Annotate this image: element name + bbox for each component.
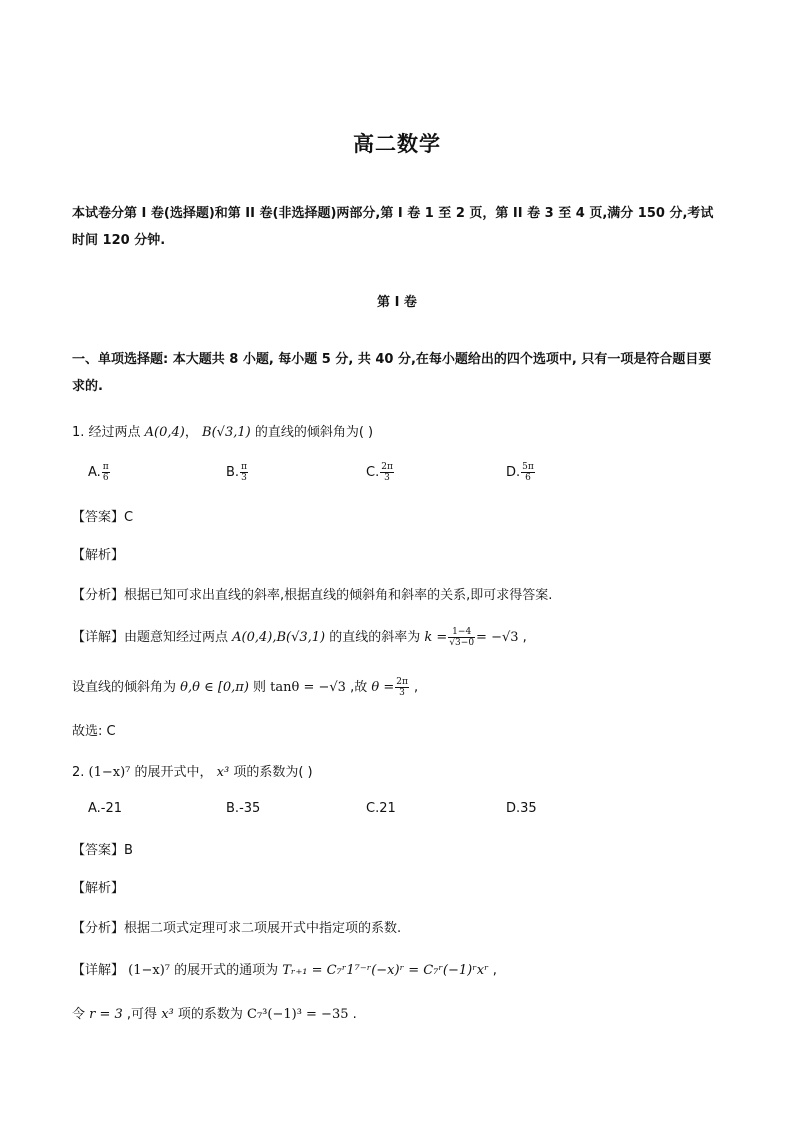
- question-2: [72, 761, 313, 780]
- option-label: A.: [88, 801, 101, 816]
- angle-fraction: [395, 677, 409, 698]
- q2-option-b: [226, 801, 260, 816]
- option-label: A.: [88, 465, 101, 480]
- final-text: 项的系数为: [173, 1007, 248, 1022]
- section-heading: 一、单项选择题: 本大题共 8 小题, 每小题 5 分, 共 40 分,在每小题给出的四个选项中, 只有一项是符合题目要求的.: [72, 352, 712, 394]
- q1-prefix: 1. 经过两点: [72, 425, 145, 440]
- page-title: 高二数学: [353, 132, 441, 156]
- option-label: C.: [366, 465, 380, 480]
- q1-option-a: [88, 462, 111, 483]
- fraction-denominator: 3: [399, 688, 405, 698]
- fraction-numerator: π: [241, 462, 247, 472]
- q1-analysis-label: 【解析】: [72, 548, 125, 563]
- option-value: 21: [379, 801, 396, 816]
- detail-text: 【详解】: [72, 963, 129, 978]
- option-label: D.: [506, 465, 521, 480]
- q2-term: x³: [216, 765, 230, 780]
- q1-point-a: A(0,4): [144, 425, 185, 440]
- fraction-denominator: 3: [384, 473, 390, 483]
- angle-text: ,故: [345, 680, 372, 695]
- detail-text: 的直线的斜率为: [325, 630, 425, 645]
- final-text: 令: [72, 1007, 90, 1022]
- final-term: x³: [161, 1007, 174, 1022]
- detail-text: ,: [518, 630, 527, 645]
- q2-fenxi: 【分析】根据二项式定理可求二项展开式中指定项的系数.: [72, 921, 402, 936]
- fraction-denominator: √3−0: [449, 638, 475, 648]
- q2-suffix: 项的系数为( ): [229, 765, 313, 780]
- option-label: D.: [506, 801, 521, 816]
- fraction-numerator: 2π: [381, 462, 393, 472]
- option-label: B.: [226, 465, 240, 480]
- option-label: B.: [226, 801, 240, 816]
- q1-option-d: [506, 462, 536, 483]
- option-fraction: [521, 462, 535, 483]
- q2-final: [72, 1003, 357, 1022]
- detail-text: 【详解】由题意知经过两点: [72, 630, 233, 645]
- general-term-formula: Tᵣ₊₁ = C₇ʳ1⁷⁻ʳ(−x)ʳ = C₇ʳ(−1)ʳxʳ: [282, 963, 489, 978]
- angle-text: 设直线的倾斜角为: [72, 680, 181, 695]
- option-fraction: [102, 462, 110, 483]
- q1-detail: [72, 626, 527, 648]
- option-value: 35: [520, 801, 537, 816]
- exam-intro: 本试卷分第 I 卷(选择题)和第 II 卷(非选择题)两部分,第 I 卷 1 至 2 页，第 II 卷 3 至 4 页,满分 150 分,考试时间 120 分钟.: [72, 206, 714, 248]
- q1-angle: [72, 676, 418, 698]
- q2-answer: 【答案】B: [72, 843, 133, 858]
- angle-text: 则: [248, 680, 271, 695]
- slope-result: = −√3: [476, 630, 519, 645]
- coefficient-result: C₇³(−1)³ = −35: [247, 1007, 349, 1022]
- option-fraction: [240, 462, 248, 483]
- theta-symbol: θ =: [371, 680, 395, 695]
- volume-heading: 第 I 卷: [377, 295, 417, 310]
- q2-text: 的展开式中，: [130, 765, 217, 780]
- q1-option-c: [366, 462, 395, 483]
- tangent-expression: tanθ = −√3: [270, 680, 346, 695]
- question-1: [72, 421, 373, 440]
- final-text: ,可得: [122, 1007, 162, 1022]
- angle-text: ,: [409, 680, 419, 695]
- fraction-denominator: 6: [525, 473, 531, 483]
- q2-option-a: [88, 801, 122, 816]
- fraction-numerator: 5π: [522, 462, 534, 472]
- q2-option-d: [506, 801, 537, 816]
- angle-expression: θ,θ ∈ [0,π): [180, 680, 249, 695]
- q2-option-c: [366, 801, 396, 816]
- q1-sep: ，: [184, 425, 203, 440]
- option-value: -21: [100, 801, 123, 816]
- fraction-numerator: 1−4: [448, 627, 475, 638]
- option-label: C.: [366, 801, 380, 816]
- q2-expression: (1−x)⁷: [88, 765, 131, 780]
- q2-analysis-label: 【解析】: [72, 881, 125, 896]
- fraction-numerator: π: [102, 462, 109, 472]
- r-value: r = 3: [89, 1007, 123, 1022]
- q1-fenxi: 【分析】根据已知可求出直线的斜率,根据直线的倾斜角和斜率的关系,即可求得答案.: [72, 588, 553, 603]
- fraction-denominator: 6: [102, 473, 109, 483]
- detail-expression: (1−x)⁷: [128, 963, 170, 978]
- final-text: .: [348, 1007, 357, 1022]
- slope-fraction: [448, 627, 475, 648]
- q1-option-b: [226, 462, 249, 483]
- option-value: -35: [239, 801, 261, 816]
- option-fraction: [380, 462, 394, 483]
- fraction-denominator: 3: [241, 473, 247, 483]
- detail-text: ,: [488, 963, 497, 978]
- detail-points: A(0,4),B(√3,1): [232, 630, 326, 645]
- slope-symbol: k =: [424, 630, 448, 645]
- detail-text: 的展开式的通项为: [170, 963, 283, 978]
- q1-point-b: B(√3,1): [202, 425, 251, 440]
- q1-answer: 【答案】C: [72, 510, 134, 525]
- fraction-numerator: 2π: [396, 677, 408, 687]
- q1-suffix: 的直线的倾斜角为( ): [250, 425, 374, 440]
- q2-prefix: 2.: [72, 765, 89, 780]
- q2-detail: [72, 959, 497, 978]
- q1-choose: 故选: C: [72, 724, 116, 739]
